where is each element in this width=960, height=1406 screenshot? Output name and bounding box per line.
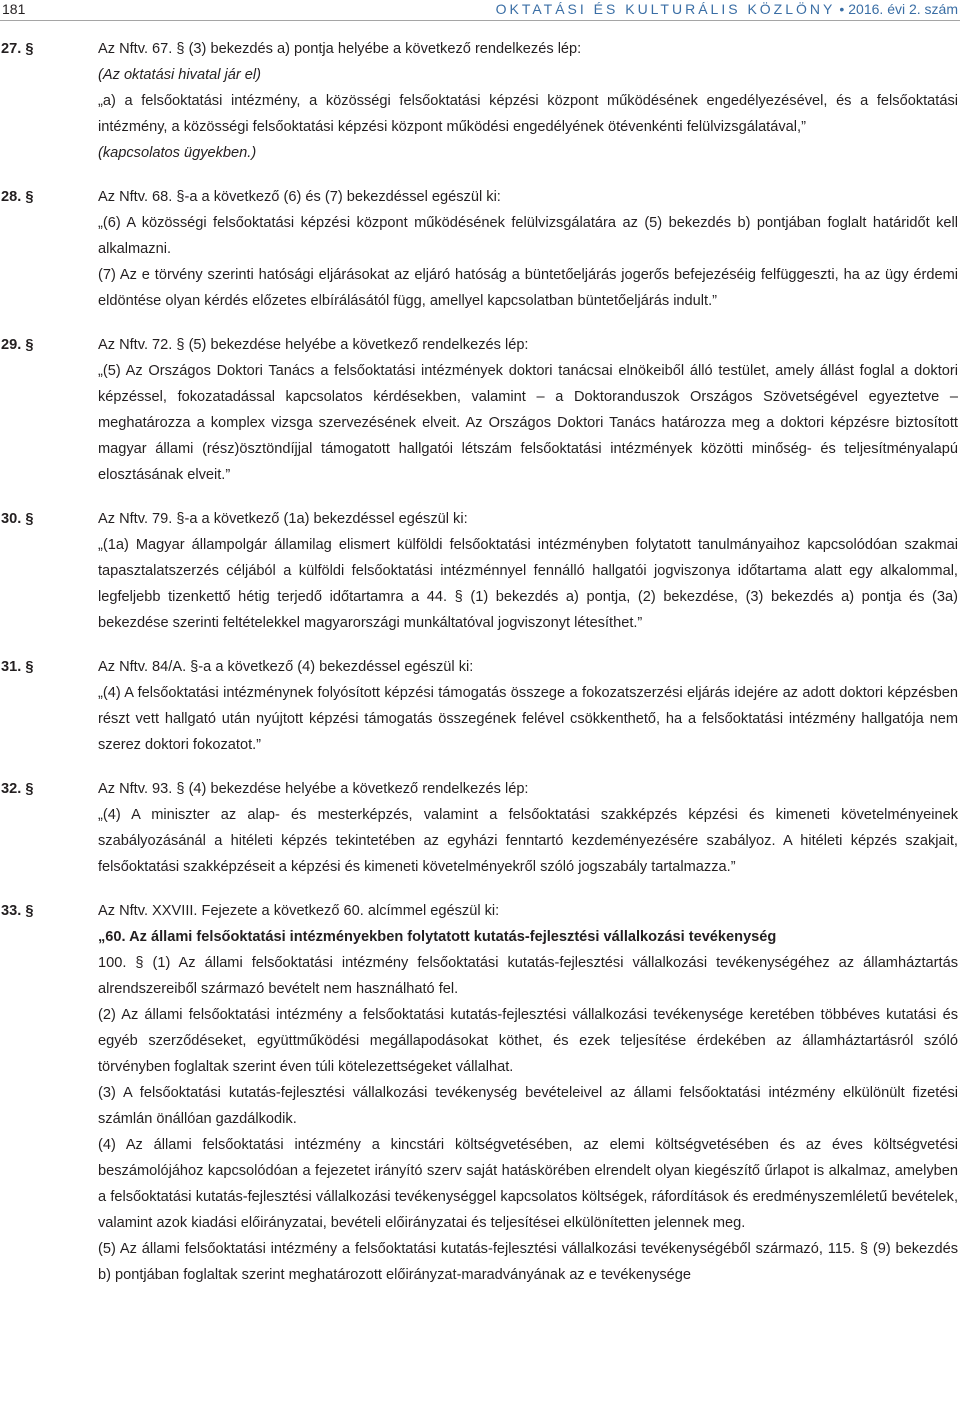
page-number: 181	[2, 1, 26, 17]
section-number: 29. §	[1, 337, 34, 353]
journal-name: OKTATÁSI ÉS KULTURÁLIS KÖZLÖNY	[495, 1, 836, 17]
section-number: 28. §	[1, 189, 34, 205]
amendment-intro: Az Nftv. 93. § (4) bekezdése helyébe a következő rendelkezés lép:	[98, 781, 529, 797]
subtitle-heading: „60. Az állami felsőoktatási intézményekben folytatott kutatás-fejlesztési vállalkozási tevékenység	[98, 929, 777, 945]
document-body	[0, 36, 960, 1306]
page-header	[0, 0, 960, 21]
section-number: 30. §	[1, 511, 34, 527]
amendment-intro: Az Nftv. 79. §-a a következő (1a) bekezdéssel egészül ki:	[98, 511, 468, 527]
section-content	[98, 776, 958, 880]
amendment-text: 100. § (1) Az állami felsőoktatási intézmény felsőoktatási kutatás-fejlesztési vállalkozási tevékenységéhez az államháztartás alrendszereiből származó bevételt nem használható fel.	[98, 955, 958, 997]
amendment-text: „(5) Az Országos Doktori Tanács a felsőoktatási intézmények doktori tanácsai elnökeiből álló testület, amely állást foglal a doktori képzéssel, fokozatadással kapcsolatos kérdésekben, valamint – a Doktoranduszok Országos Szövetségével egyeztetve – meghatározza a komplex vizsga szervezésének elveit. Az Országos Doktori Tanács határozza meg a doktori képzésre biztosított magyar állami (rész)ösztöndíjjal támogatott hallgatói létszám felsőoktatási intézmények közötti minőség- és teljesítményalapú elosztásának elveit.”	[98, 363, 958, 483]
amendment-text: (4) Az állami felsőoktatási intézmény a kincstári költségvetésében, az elemi költségvetésében és az éves költségvetési beszámolójához kapcsolódóan a fejezetet irányító szerv saját hatáskörében elrendelt olyan kiegészítő űrlapot is alkalmaz, amelyben a felsőoktatási kutatás-fejlesztési vállalkozási tevékenységgel kapcsolatos költségek, ráfordítások és eredményszemléletű bevételek, valamint azok kiadási előirányzatai, bevételi előirányzatai és teljesítései elkülönítetten jelennek meg.	[98, 1137, 958, 1231]
amendment-text: „(1a) Magyar állampolgár államilag elismert külföldi felsőoktatási intézményben folytatott tanulmányaihoz kapcsolódóan szakmai tapasztalatszerzés céljából a külföldi felsőoktatási intézménnyel fennálló hallgatói jogviszonya időtartama alatt egy alkalommal, legfeljebb tizenkettő hétig terjedő időtartamra a 44. § (1) bekezdés a) pontja, (2) bekezdése, (3) bekezdés a) pontja és (3a) bekezdése szerinti feltételekkel magyarországi munkáltatóval jogviszonyt létesíthet.”	[98, 537, 958, 631]
section-number: 32. §	[1, 781, 34, 797]
amendment-text: (3) A felsőoktatási kutatás-fejlesztési vállalkozási tevékenység bevételeivel az állami felsőoktatási intézmény elkülönült fizetési számlán önállóan gazdálkodik.	[98, 1085, 958, 1127]
section-29	[0, 332, 960, 488]
section-content	[98, 184, 958, 314]
section-content	[98, 36, 958, 166]
section-number: 27. §	[1, 41, 34, 57]
amendment-intro: Az Nftv. 67. § (3) bekezdés a) pontja helyébe a következő rendelkezés lép:	[98, 41, 582, 57]
section-number: 33. §	[1, 903, 34, 919]
context-phrase-end: (kapcsolatos ügyekben.)	[98, 145, 257, 161]
amendment-text: „(6) A közösségi felsőoktatási képzési központ működésének felülvizsgálatára az (5) bekezdés b) pontjában foglalt határidőt kell alkalmazni.	[98, 215, 958, 257]
amendment-intro: Az Nftv. 84/A. §-a a következő (4) bekezdéssel egészül ki:	[98, 659, 474, 675]
section-content	[98, 332, 958, 488]
section-33	[0, 898, 960, 1288]
amendment-intro: Az Nftv. 68. §-a a következő (6) és (7) bekezdéssel egészül ki:	[98, 189, 501, 205]
section-28	[0, 184, 960, 314]
amendment-text: (2) Az állami felsőoktatási intézmény a felsőoktatási kutatás-fejlesztési vállalkozási tevékenysége keretében többéves kutatási és egyéb szerződéseket, együttműködési megállapodásokat köthet, és ezek teljesítése érdekében az államháztartásról szóló törvényben foglaltak szerint éven túli kötelezettségeket vállalhat.	[98, 1007, 958, 1075]
journal-title	[496, 0, 958, 18]
section-27	[0, 36, 960, 166]
amendment-intro: Az Nftv. 72. § (5) bekezdése helyébe a következő rendelkezés lép:	[98, 337, 529, 353]
section-content	[98, 898, 958, 1288]
amendment-text: „(4) A felsőoktatási intézménynek folyósított képzési támogatás összege a fokozatszerzési eljárás idejére az adott doktori képzésben részt vett hallgató után nyújtott képzési támogatás összegének felével csökkenthető, ha a felsőoktatási intézmény hallgatója nem szerez doktori fokozatot.”	[98, 685, 958, 753]
section-number: 31. §	[1, 659, 34, 675]
amendment-text: „a) a felsőoktatási intézmény, a közösségi felsőoktatási képzési központ működésének engedélyezésével, és a felsőoktatási intézmény, a közösségi felsőoktatási képzési központ működési engedélyének ötévenkénti felülvizsgálatával,”	[98, 93, 958, 135]
amendment-text: (5) Az állami felsőoktatási intézmény a felsőoktatási kutatás-fejlesztési vállalkozási tevékenységéből származó, 115. § (9) bekezdés b) pontjában foglaltak szerint meghatározott előirányzat-maradványának az e tevékenysége	[98, 1241, 958, 1283]
issue-label: 2016. évi 2. szám	[848, 1, 958, 17]
amendment-intro: Az Nftv. XXVIII. Fejezete a következő 60. alcímmel egészül ki:	[98, 903, 500, 919]
section-31	[0, 654, 960, 758]
context-phrase: (Az oktatási hivatal jár el)	[98, 67, 262, 83]
header-separator: •	[839, 1, 845, 17]
section-content	[98, 654, 958, 758]
amendment-text: (7) Az e törvény szerinti hatósági eljárásokat az eljáró hatóság a büntetőeljárás jogerős befejezéséig felfüggeszti, ha az ügy érdemi eldöntése olyan kérdés előzetes elbírálásától függ, amellyel kapcsolatban büntetőeljárás indult.”	[98, 267, 958, 309]
section-30	[0, 506, 960, 636]
section-32	[0, 776, 960, 880]
amendment-text: „(4) A miniszter az alap- és mesterképzés, valamint a felsőoktatási szakképzés képzési és kimeneti követelményeinek szabályozásánál a hitéleti képzés tekintetében az egyházi fenntartó kezdeményezésére szabályoz. A hitéleti képzés szakjait, felsőoktatási szakképzéseit a képzési és kimeneti követelményekről szóló jogszabály tartalmazza.”	[98, 807, 958, 875]
section-content	[98, 506, 958, 636]
